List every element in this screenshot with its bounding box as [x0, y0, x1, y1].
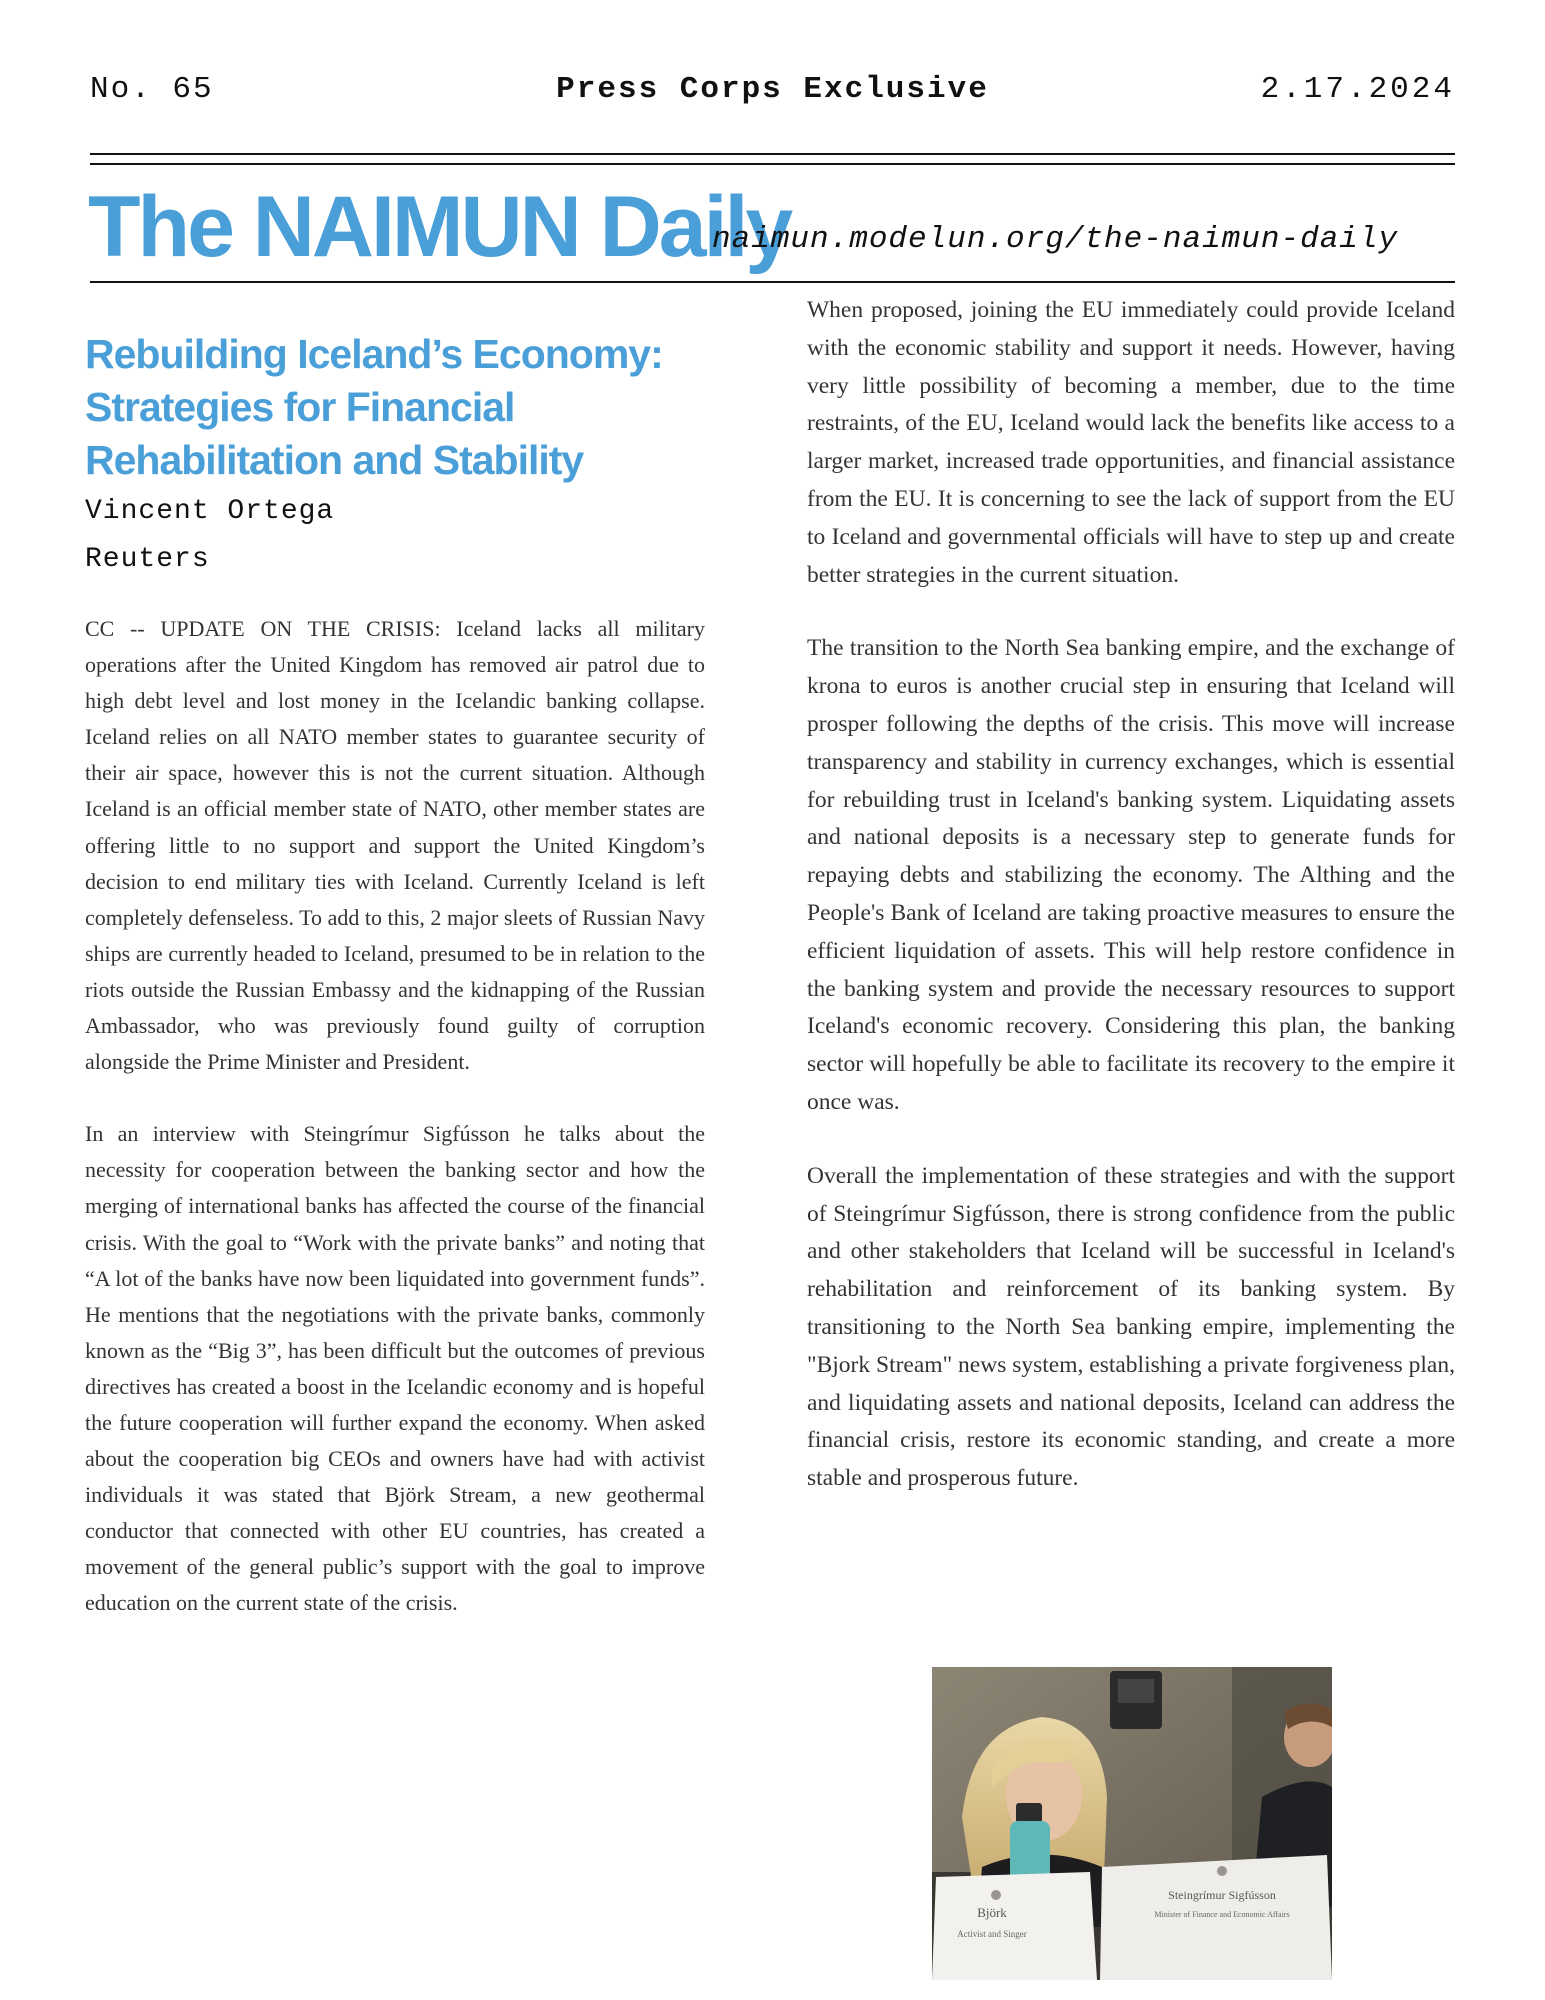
- masthead-url[interactable]: naimun.modelun.org/the-naimun-daily: [712, 222, 1399, 257]
- paragraph: In an interview with Steingrímur Sigfússon he talks about the necessity for cooperation between the banking sector and how the merging of international banks has affected the course of the financial crisis. With the goal to “Work with the private banks” and noting that “A lot of the banks have now been liquidated into government funds”. He mentions that the negotiations with the private banks, commonly known as the “Big 3”, has been difficult but the outcomes of previous directives has created a boost in the Icelandic economy and is hopeful the future cooperation will further expand the economy. When asked about the cooperation big CEOs and owners have had with activist individuals it was stated that Björk Stream, a new geothermal conductor that connected with other EU countries, has created a movement of the general public’s support with the goal to improve education on the current state of the crisis.: [85, 1121, 705, 1616]
- placard-bjork: [932, 1872, 1097, 1980]
- placard-left-name: Björk: [977, 1905, 1007, 1920]
- article-photo: [932, 1667, 1332, 1980]
- masthead-title: The NAIMUN Daily: [88, 179, 791, 275]
- article-left-column: [85, 328, 705, 1658]
- article-right-column: [807, 292, 1455, 1534]
- article-body-right: [807, 292, 1455, 1498]
- author-name: Vincent Ortega: [85, 496, 335, 527]
- paragraph: The transition to the North Sea banking empire, and the exchange of krona to euros is another crucial step in ensuring that Iceland will prosper following the depths of the crisis. This move will increase transparency and stability in currency exchanges, which is essential for rebuilding trust in Iceland's banking system. Liquidating assets and national deposits is a necessary step to generate funds for repaying debts and stabilizing the economy. The Althing and the People's Bank of Iceland are taking proactive measures to ensure the efficient liquidation of assets. This will help restore confidence in the banking system and provide the necessary resources to support Iceland's economic recovery. Considering this plan, the banking sector will hopefully be able to facilitate its recovery to the empire it once was.: [807, 635, 1455, 1115]
- article-body-left: [85, 611, 705, 1622]
- placard-right-title: Minister of Finance and Economic Affairs: [1154, 1910, 1290, 1919]
- placard-left-title: Activist and Singer: [957, 1929, 1027, 1939]
- outlet-name: Reuters: [85, 544, 210, 575]
- paragraph: Overall the implementation of these strategies and with the support of Steingrímur Sigfússon, there is strong confidence from the public and other stakeholders that Iceland will be successful in Iceland's rehabilitation and reinforcement of its banking system. By transitioning to the North Sea banking empire, implementing the "Bjork Stream" news system, establishing a private forgiveness plan, and liquidating assets and national deposits, Iceland can address the financial crisis, restore its economic standing, and create a more stable and prosperous future.: [807, 1162, 1455, 1492]
- issue-header: [90, 72, 1455, 112]
- section-label: Press Corps Exclusive: [556, 72, 989, 107]
- header-rule-bottom: [90, 163, 1455, 165]
- paragraph: CC -- UPDATE ON THE CRISIS: Iceland lacks all military operations after the United Kingdom has removed air patrol due to high debt level and lost money in the Icelandic banking collapse. Iceland relies on all NATO member states to guarantee security of their air space, however this is not the current situation. Although Iceland is an official member state of NATO, other member states are offering little to no support and support the United Kingdom’s decision to end military ties with Iceland. Currently Iceland is left completely defenseless. To add to this, 2 major sleets of Russian Navy ships are currently headed to Iceland, presumed to be in relation to the riots outside the Russian Embassy and the kidnapping of the Russian Ambassador, who was previously found guilty of corruption alongside the Prime Minister and President.: [85, 616, 705, 1075]
- paragraph: When proposed, joining the EU immediately could provide Iceland with the economic stability and support it needs. However, having very little possibility of becoming a member, due to the time restraints, of the EU, Iceland would lack the benefits like access to a larger market, increased trade opportunities, and financial assistance from the EU. It is concerning to see the lack of support from the EU to Iceland and governmental officials will have to step up and create better strategies in the current situation.: [807, 297, 1455, 588]
- issue-number: No. 65: [90, 72, 214, 107]
- bottle-icon: [1016, 1803, 1042, 1823]
- issue-date: 2.17.2024: [1260, 72, 1455, 107]
- masthead-rule: [90, 281, 1455, 283]
- photo-illustration: [932, 1667, 1332, 1980]
- article-headline: Rebuilding Iceland’s Economy: Strategies for Financial Rehabilitation and Stability: [85, 331, 663, 483]
- placard-right-name: Steingrímur Sigfússon: [1168, 1888, 1276, 1902]
- header-rule-top: [90, 153, 1455, 155]
